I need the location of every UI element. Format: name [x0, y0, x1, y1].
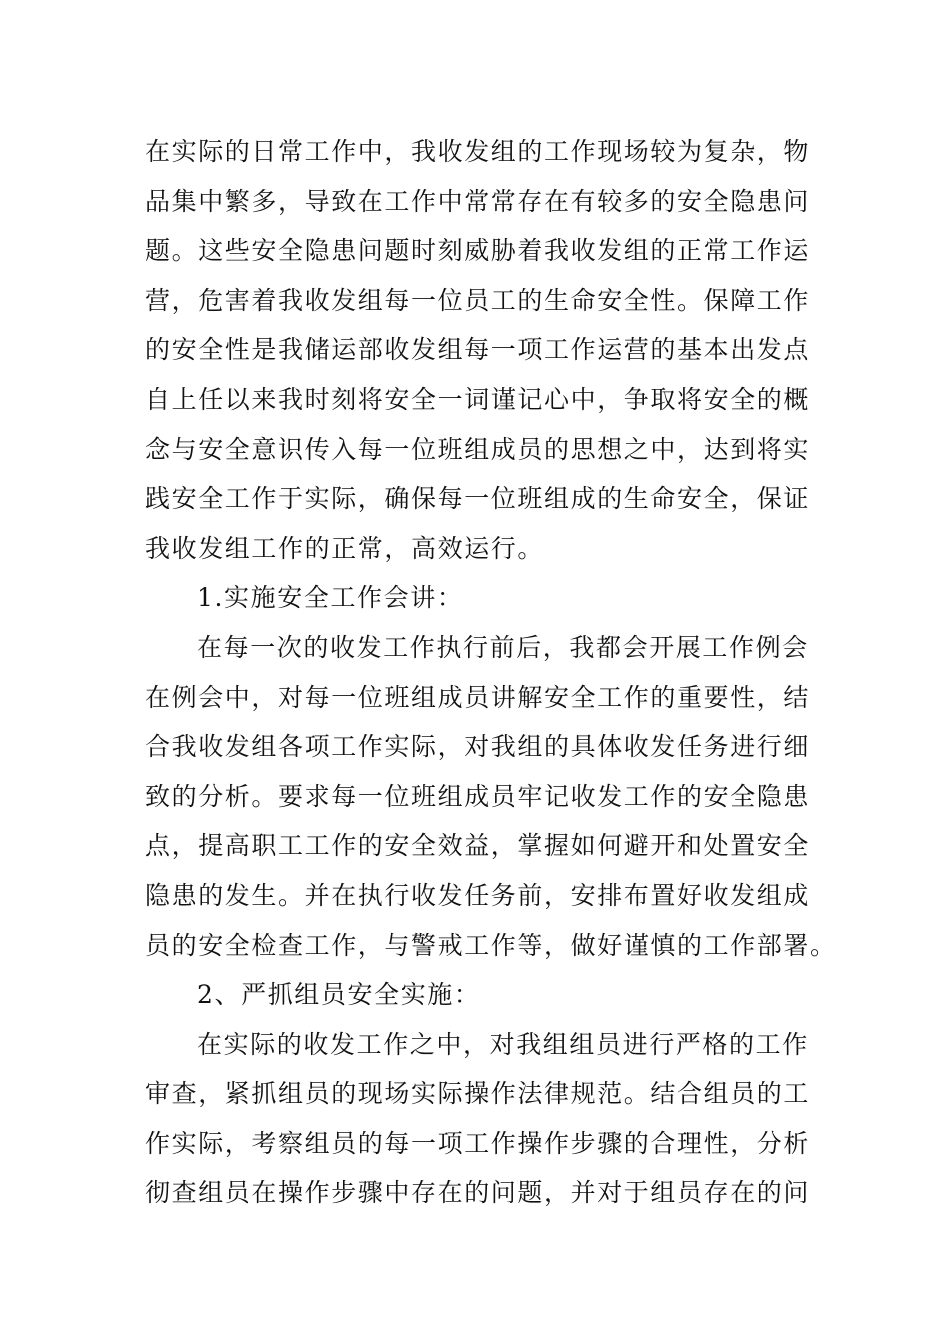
text-line: 践安全工作于实际，确保每一位班组成的生命安全，保证 [145, 484, 811, 514]
text-line: 合我收发组各项工作实际，对我组的具体收发任务进行细 [145, 732, 811, 762]
text-line: 营，危害着我收发组每一位员工的生命安全性。保障工作 [145, 285, 811, 315]
text-line: 在例会中，对每一位班组成员讲解安全工作的重要性，结 [145, 682, 811, 712]
text-line: 致的分析。要求每一位班组成员牢记收发工作的安全隐患 [145, 781, 811, 811]
text-line: 我收发组工作的正常，高效运行。 [145, 533, 545, 563]
text-line: 自上任以来我时刻将安全一词谨记心中，争取将安全的概 [145, 384, 811, 414]
text-line: 在每一次的收发工作执行前后，我都会开展工作例会 [197, 632, 809, 662]
document-body [145, 127, 837, 1218]
section-heading: 1.实施安全工作会讲： [197, 583, 464, 613]
text-line: 彻查组员在操作步骤中存在的问题，并对于组员存在的问 [145, 1178, 811, 1208]
text-line: 品集中繁多，导致在工作中常常存在有较多的安全隐患问 [145, 186, 811, 216]
text-line: 念与安全意识传入每一位班组成员的思想之中，达到将实 [145, 434, 811, 464]
text-line: 点，提高职工工作的安全效益，掌握如何避开和处置安全 [145, 831, 811, 861]
text-line: 作实际，考察组员的每一项工作操作步骤的合理性，分析 [145, 1128, 811, 1158]
text-line: 题。这些安全隐患问题时刻威胁着我收发组的正常工作运 [145, 236, 811, 266]
text-line: 隐患的发生。并在执行收发任务前，安排布置好收发组成 [145, 880, 811, 910]
section-heading: 2、严抓组员安全实施： [197, 980, 481, 1010]
text-line: 审查，紧抓组员的现场实际操作法律规范。结合组员的工 [145, 1079, 811, 1109]
text-line: 员的安全检查工作，与警戒工作等，做好谨慎的工作部署。 [145, 930, 837, 960]
text-line: 在实际的收发工作之中，对我组组员进行严格的工作 [197, 1029, 809, 1059]
text-line: 在实际的日常工作中，我收发组的工作现场较为复杂，物 [145, 137, 811, 166]
text-line: 的安全性是我储运部收发组每一项工作运营的基本出发点 [145, 335, 811, 365]
